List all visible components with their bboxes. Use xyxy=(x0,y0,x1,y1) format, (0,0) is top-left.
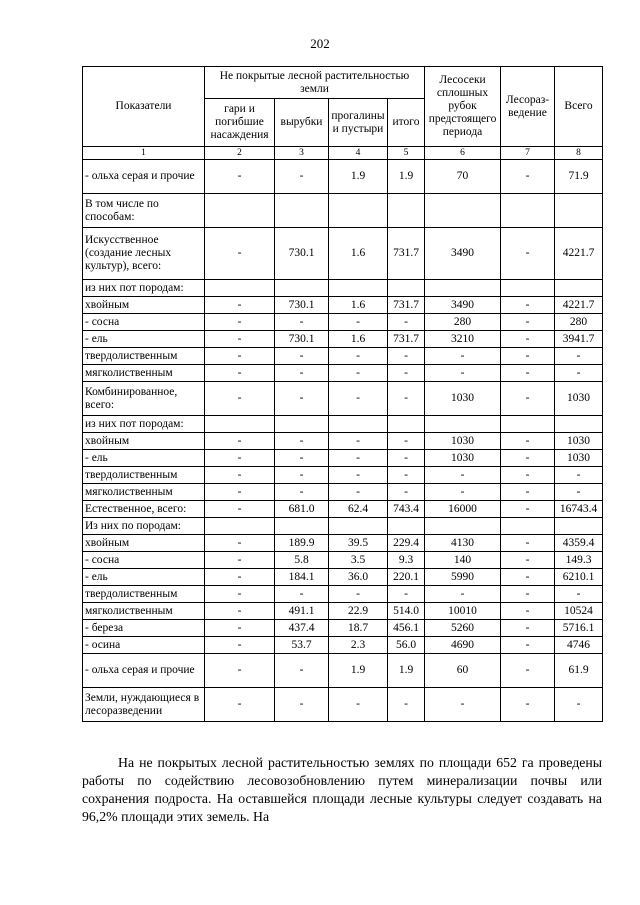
table-row xyxy=(83,314,603,331)
row-label: из них пот породам: xyxy=(83,416,205,433)
table-cell: 18.7 xyxy=(329,620,388,637)
header-reforestation: Лесораз-ведение xyxy=(501,67,555,147)
table-row xyxy=(83,160,603,194)
table-cell: - xyxy=(425,348,501,365)
column-number: 2 xyxy=(205,147,275,160)
table-cell: 3490 xyxy=(425,228,501,280)
table-cell: - xyxy=(205,654,275,688)
table-row xyxy=(83,688,603,722)
table-cell: 3.5 xyxy=(329,552,388,569)
table-row xyxy=(83,331,603,348)
table-row xyxy=(83,297,603,314)
column-number: 7 xyxy=(501,147,555,160)
table-cell: - xyxy=(388,314,425,331)
row-label: - осина xyxy=(83,637,205,654)
column-number: 6 xyxy=(425,147,501,160)
table-row xyxy=(83,552,603,569)
table-cell xyxy=(275,518,329,535)
table-row xyxy=(83,416,603,433)
row-label: - ольха серая и прочие xyxy=(83,654,205,688)
table-cell: 1030 xyxy=(555,433,603,450)
table-cell xyxy=(425,518,501,535)
body-paragraph: На не покрытых лесной растительностью землях по площади 652 га проведены работы по содействию лесовозобновлению путем минерализации почвы или сохранения подроста. На оставшейся площади лесные культуры следует создавать на 96,2% площади этих земель. На xyxy=(82,755,602,824)
table-cell xyxy=(501,280,555,297)
row-label: Искусственное (создание лесных культур), всего: xyxy=(83,228,205,280)
table-cell: 2.3 xyxy=(329,637,388,654)
row-label: мягколиственным xyxy=(83,603,205,620)
row-label: из них пот породам: xyxy=(83,280,205,297)
table-row xyxy=(83,348,603,365)
table-row xyxy=(83,620,603,637)
table-row xyxy=(83,637,603,654)
table-cell: 39.5 xyxy=(329,535,388,552)
table-cell: - xyxy=(275,382,329,416)
row-label: твердолиственным xyxy=(83,467,205,484)
table-cell: 140 xyxy=(425,552,501,569)
table-cell: 437.4 xyxy=(275,620,329,637)
table-row xyxy=(83,603,603,620)
table-cell: - xyxy=(329,382,388,416)
table-cell: 1030 xyxy=(555,382,603,416)
row-label: - сосна xyxy=(83,552,205,569)
table-row xyxy=(83,194,603,228)
table-cell: - xyxy=(205,297,275,314)
table-cell: - xyxy=(388,586,425,603)
table-cell: - xyxy=(388,467,425,484)
table-cell: 1030 xyxy=(555,450,603,467)
header-burnt: гари и погибшие насаждения xyxy=(205,99,275,147)
header-total: итого xyxy=(388,99,425,147)
table-cell: 280 xyxy=(425,314,501,331)
header-glades: прогалины и пустыри xyxy=(329,99,388,147)
table-cell: - xyxy=(425,688,501,722)
table-cell: 70 xyxy=(425,160,501,194)
table-cell: - xyxy=(329,314,388,331)
table-cell xyxy=(555,416,603,433)
row-label: твердолиственным xyxy=(83,348,205,365)
table-cell: - xyxy=(275,688,329,722)
table-cell: 22.9 xyxy=(329,603,388,620)
table-cell: 1030 xyxy=(425,450,501,467)
table-cell: - xyxy=(501,654,555,688)
header-indicators: Показатели xyxy=(83,67,205,147)
table-cell xyxy=(205,280,275,297)
table-cell xyxy=(555,194,603,228)
table-cell: - xyxy=(329,365,388,382)
table-cell xyxy=(501,416,555,433)
table-cell: 62.4 xyxy=(329,501,388,518)
table-cell xyxy=(205,416,275,433)
table-cell: - xyxy=(501,297,555,314)
table-row xyxy=(83,569,603,586)
table-cell: 1.6 xyxy=(329,228,388,280)
table-cell: 456.1 xyxy=(388,620,425,637)
table-cell: - xyxy=(205,535,275,552)
table-cell: - xyxy=(388,365,425,382)
table-cell: - xyxy=(501,620,555,637)
table-cell: - xyxy=(205,586,275,603)
table-cell: 730.1 xyxy=(275,228,329,280)
table-cell: 36.0 xyxy=(329,569,388,586)
table-cell: - xyxy=(388,433,425,450)
row-label: - ольха серая и прочие xyxy=(83,160,205,194)
table-cell: 10010 xyxy=(425,603,501,620)
table-cell xyxy=(275,280,329,297)
table-cell: 4221.7 xyxy=(555,297,603,314)
column-number: 8 xyxy=(555,147,603,160)
table-cell: - xyxy=(205,228,275,280)
table-cell: 61.9 xyxy=(555,654,603,688)
table-row xyxy=(83,280,603,297)
table-cell: 1.9 xyxy=(388,160,425,194)
table-cell: - xyxy=(205,484,275,501)
table-cell xyxy=(275,416,329,433)
table-cell: 514.0 xyxy=(388,603,425,620)
row-label: - береза xyxy=(83,620,205,637)
table-cell: 731.7 xyxy=(388,331,425,348)
table-cell: 16743.4 xyxy=(555,501,603,518)
row-label: хвойным xyxy=(83,297,205,314)
table-cell: - xyxy=(501,552,555,569)
table-cell xyxy=(388,416,425,433)
row-label: твердолиственным xyxy=(83,586,205,603)
table-cell: 1.9 xyxy=(329,654,388,688)
table-cell: - xyxy=(555,348,603,365)
table-cell: 491.1 xyxy=(275,603,329,620)
table-cell: - xyxy=(275,484,329,501)
table-cell: - xyxy=(555,365,603,382)
row-label: Из них по породам: xyxy=(83,518,205,535)
table-cell: - xyxy=(275,348,329,365)
table-cell: - xyxy=(501,467,555,484)
table-row xyxy=(83,535,603,552)
table-cell xyxy=(329,416,388,433)
table-cell: 9.3 xyxy=(388,552,425,569)
table-cell: - xyxy=(501,586,555,603)
table-cell: - xyxy=(205,637,275,654)
table-cell: - xyxy=(501,348,555,365)
table-cell: - xyxy=(388,348,425,365)
table-cell: - xyxy=(501,160,555,194)
table-cell: 681.0 xyxy=(275,501,329,518)
forest-data-table xyxy=(82,66,603,722)
table-cell: - xyxy=(555,688,603,722)
table-row xyxy=(83,654,603,688)
table-cell: - xyxy=(205,160,275,194)
table-cell xyxy=(388,280,425,297)
table-cell: - xyxy=(388,382,425,416)
column-number: 4 xyxy=(329,147,388,160)
table-cell: - xyxy=(275,160,329,194)
table-row xyxy=(83,450,603,467)
table-cell: 5990 xyxy=(425,569,501,586)
table-cell: 60 xyxy=(425,654,501,688)
table-cell: - xyxy=(205,365,275,382)
table-cell: - xyxy=(329,433,388,450)
table-cell xyxy=(329,518,388,535)
table-cell: - xyxy=(329,348,388,365)
table-cell: 71.9 xyxy=(555,160,603,194)
table-cell: - xyxy=(501,501,555,518)
table-cell: 1030 xyxy=(425,433,501,450)
table-cell: - xyxy=(275,314,329,331)
header-clearings: вырубки xyxy=(275,99,329,147)
table-cell: 5.8 xyxy=(275,552,329,569)
table-cell: - xyxy=(425,484,501,501)
table-cell: - xyxy=(501,450,555,467)
table-cell: 4221.7 xyxy=(555,228,603,280)
table-cell: 743.4 xyxy=(388,501,425,518)
table-cell: - xyxy=(205,467,275,484)
table-cell: - xyxy=(329,467,388,484)
table-cell: - xyxy=(501,331,555,348)
header-cutting: Лесосеки сплошных рубок предстоящего периода xyxy=(425,67,501,147)
table-row xyxy=(83,586,603,603)
row-label: хвойным xyxy=(83,535,205,552)
table-cell: 220.1 xyxy=(388,569,425,586)
table-cell: - xyxy=(275,467,329,484)
table-cell: - xyxy=(205,433,275,450)
table-cell: - xyxy=(388,450,425,467)
table-cell: - xyxy=(275,433,329,450)
table-cell: - xyxy=(501,569,555,586)
table-cell: 4359.4 xyxy=(555,535,603,552)
table-cell: - xyxy=(501,433,555,450)
table-cell: 730.1 xyxy=(275,331,329,348)
table-cell: 3941.7 xyxy=(555,331,603,348)
table-cell xyxy=(388,518,425,535)
table-cell xyxy=(501,518,555,535)
table-cell: - xyxy=(205,501,275,518)
table-cell: 3210 xyxy=(425,331,501,348)
header-all: Всего xyxy=(555,67,603,147)
table-cell: 1030 xyxy=(425,382,501,416)
table-cell: - xyxy=(205,569,275,586)
table-cell xyxy=(205,194,275,228)
row-label: Комбинированное, всего: xyxy=(83,382,205,416)
table-cell: - xyxy=(501,688,555,722)
table-cell: - xyxy=(555,586,603,603)
table-cell: 56.0 xyxy=(388,637,425,654)
row-label: мягколиственным xyxy=(83,365,205,382)
table-cell: - xyxy=(205,688,275,722)
table-row xyxy=(83,365,603,382)
page-number: 202 xyxy=(310,36,330,51)
table-cell: 16000 xyxy=(425,501,501,518)
table-cell: 5716.1 xyxy=(555,620,603,637)
table-cell: - xyxy=(388,484,425,501)
table-cell: - xyxy=(501,637,555,654)
table-cell: - xyxy=(205,450,275,467)
table-cell: - xyxy=(555,484,603,501)
table-cell: 1.9 xyxy=(329,160,388,194)
table-cell: 280 xyxy=(555,314,603,331)
table-cell xyxy=(329,194,388,228)
table-cell: - xyxy=(501,484,555,501)
table-cell: - xyxy=(205,348,275,365)
table-cell: - xyxy=(425,586,501,603)
table-cell: 1.9 xyxy=(388,654,425,688)
table-cell: - xyxy=(501,228,555,280)
header-not-covered: Не покрытые лесной растительностью земли xyxy=(205,67,425,99)
table-cell: - xyxy=(501,382,555,416)
table-cell: 4690 xyxy=(425,637,501,654)
table-cell: 10524 xyxy=(555,603,603,620)
table-cell: - xyxy=(388,688,425,722)
row-label: - ель xyxy=(83,450,205,467)
table-cell: - xyxy=(501,365,555,382)
row-label: мягколиственным xyxy=(83,484,205,501)
table-cell: - xyxy=(555,467,603,484)
row-label: - сосна xyxy=(83,314,205,331)
table-cell: - xyxy=(425,365,501,382)
row-label: - ель xyxy=(83,331,205,348)
table-cell xyxy=(388,194,425,228)
table-cell xyxy=(425,280,501,297)
table-cell: 6210.1 xyxy=(555,569,603,586)
table-cell: - xyxy=(329,484,388,501)
table-cell: - xyxy=(275,365,329,382)
table-cell: 5260 xyxy=(425,620,501,637)
table-cell: 149.3 xyxy=(555,552,603,569)
table-body xyxy=(83,160,603,722)
table-row xyxy=(83,382,603,416)
table-cell: 731.7 xyxy=(388,297,425,314)
table-cell: 1.6 xyxy=(329,297,388,314)
table-cell: - xyxy=(205,603,275,620)
table-cell: 731.7 xyxy=(388,228,425,280)
table-cell: - xyxy=(329,586,388,603)
row-label: Земли, нуждающиеся в лесоразведении xyxy=(83,688,205,722)
table-cell: 53.7 xyxy=(275,637,329,654)
row-label: В том числе по способам: xyxy=(83,194,205,228)
table-cell: 4746 xyxy=(555,637,603,654)
table-cell: - xyxy=(501,603,555,620)
column-number-row xyxy=(83,147,603,160)
table-cell: - xyxy=(205,552,275,569)
row-label: - ель xyxy=(83,569,205,586)
table-cell: - xyxy=(425,467,501,484)
table-cell: - xyxy=(329,688,388,722)
table-row xyxy=(83,501,603,518)
table-cell: - xyxy=(329,450,388,467)
table-cell: - xyxy=(501,314,555,331)
table-cell: 4130 xyxy=(425,535,501,552)
table-cell: - xyxy=(275,654,329,688)
table-cell xyxy=(555,518,603,535)
table-cell xyxy=(555,280,603,297)
table-cell xyxy=(501,194,555,228)
table-cell: - xyxy=(205,382,275,416)
table-cell: 184.1 xyxy=(275,569,329,586)
table-cell: - xyxy=(205,620,275,637)
table-cell: 189.9 xyxy=(275,535,329,552)
table-row xyxy=(83,228,603,280)
table-row xyxy=(83,518,603,535)
column-number: 1 xyxy=(83,147,205,160)
table-cell: - xyxy=(501,535,555,552)
table-cell xyxy=(275,194,329,228)
table-cell: 730.1 xyxy=(275,297,329,314)
table-cell: - xyxy=(205,331,275,348)
column-number: 5 xyxy=(388,147,425,160)
table-cell xyxy=(205,518,275,535)
table-cell: 3490 xyxy=(425,297,501,314)
table-cell: - xyxy=(205,314,275,331)
table-cell xyxy=(425,416,501,433)
table-cell: 229.4 xyxy=(388,535,425,552)
table-cell xyxy=(425,194,501,228)
table-row xyxy=(83,467,603,484)
table-row xyxy=(83,484,603,501)
row-label: Естественное, всего: xyxy=(83,501,205,518)
column-number: 3 xyxy=(275,147,329,160)
table-cell: 1.6 xyxy=(329,331,388,348)
table-cell: - xyxy=(275,450,329,467)
table-cell xyxy=(329,280,388,297)
table-row xyxy=(83,433,603,450)
row-label: хвойным xyxy=(83,433,205,450)
table-cell: - xyxy=(275,586,329,603)
